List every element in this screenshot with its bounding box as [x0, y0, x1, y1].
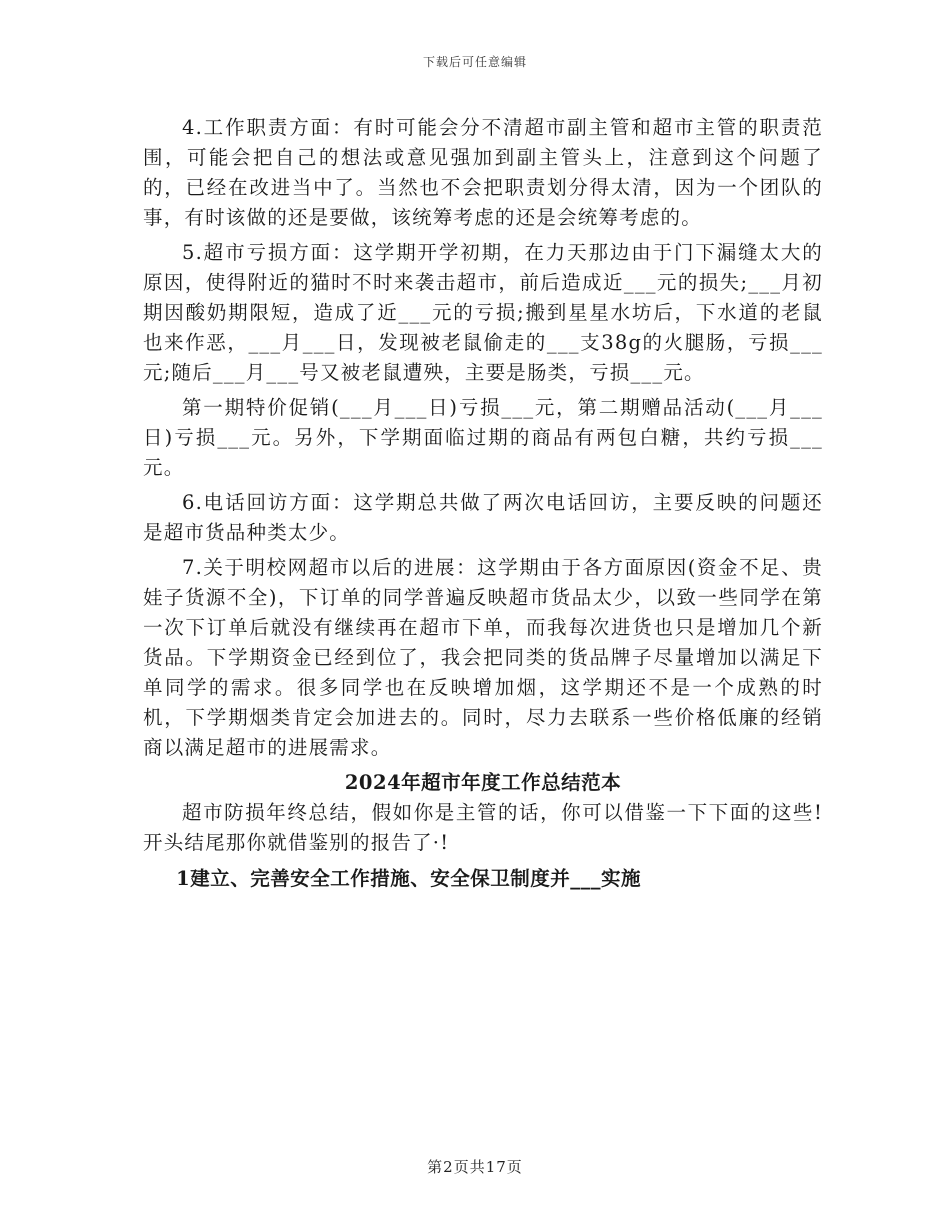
section-subheading: 1建立、完善安全工作措施、安全保卫制度并___实施 — [176, 867, 641, 890]
paragraph-future-development: 7.关于明校网超市以后的进展：这学期由于各方面原因(资金不足、贵娃子货源不全)，下订单的同学普遍反映超市货品太少，以致一些同学在第一次下订单后就没有继续再在超市下单，而我每次进货也只是增加几个新货品。下学期资金已经到位了，我会把同类的货品牌子尽量增加以满足下单同学的需求。很多同学也在反映增加烟，这学期还不是一个成熟的时机，下学期烟类肯定会加进去的。同时，尽力去联系一些价格低廉的经销商以满足超市的进展需求。 — [143, 556, 823, 759]
page-header-note: 下载后可任意编辑 — [422, 55, 527, 69]
paragraph-phone-followup: 6.电话回访方面：这学期总共做了两次电话回访，主要反映的问题还是超市货品种类太少。 — [143, 491, 823, 544]
document-body — [143, 113, 823, 894]
paragraph-supermarket-losses: 5.超市亏损方面：这学期开学初期，在力天那边由于门下漏缝太大的原因，使得附近的猫时不时来袭击超市，前后造成近___元的损失;___月初期因酸奶期限短，造成了近___元的亏损;搬到星星水坊后，下水道的老鼠也来作恶，___月___日，发现被老鼠偷走的___支38g的火腿肠，亏损___元;随后___月___号又被老鼠遭殃，主要是肠类，亏损___元。 — [143, 241, 823, 384]
paragraph-job-duties: 4.工作职责方面：有时可能会分不清超市副主管和超市主管的职责范围，可能会把自己的想法或意见强加到副主管头上，注意到这个问题了的，已经在改进当中了。当然也不会把职责划分得太清，因为一个团队的事，有时该做的还是要做，该统筹考虑的还是会统筹考虑的。 — [143, 116, 823, 229]
document-title: 2024年超市年度工作总结范本 — [344, 771, 622, 794]
paragraph-promotion-losses: 第一期特价促销(___月___日)亏损___元，第二期赠品活动(___月___日)亏损___元。另外，下学期面临过期的商品有两包白糖，共约亏损___元。 — [143, 396, 823, 479]
paragraph-intro: 超市防损年终总结，假如你是主管的话，你可以借鉴一下下面的这些!开头结尾那你就借鉴别的报告了·! — [143, 801, 823, 854]
page-footer-page-number: 第2页共17页 — [427, 1158, 523, 1176]
